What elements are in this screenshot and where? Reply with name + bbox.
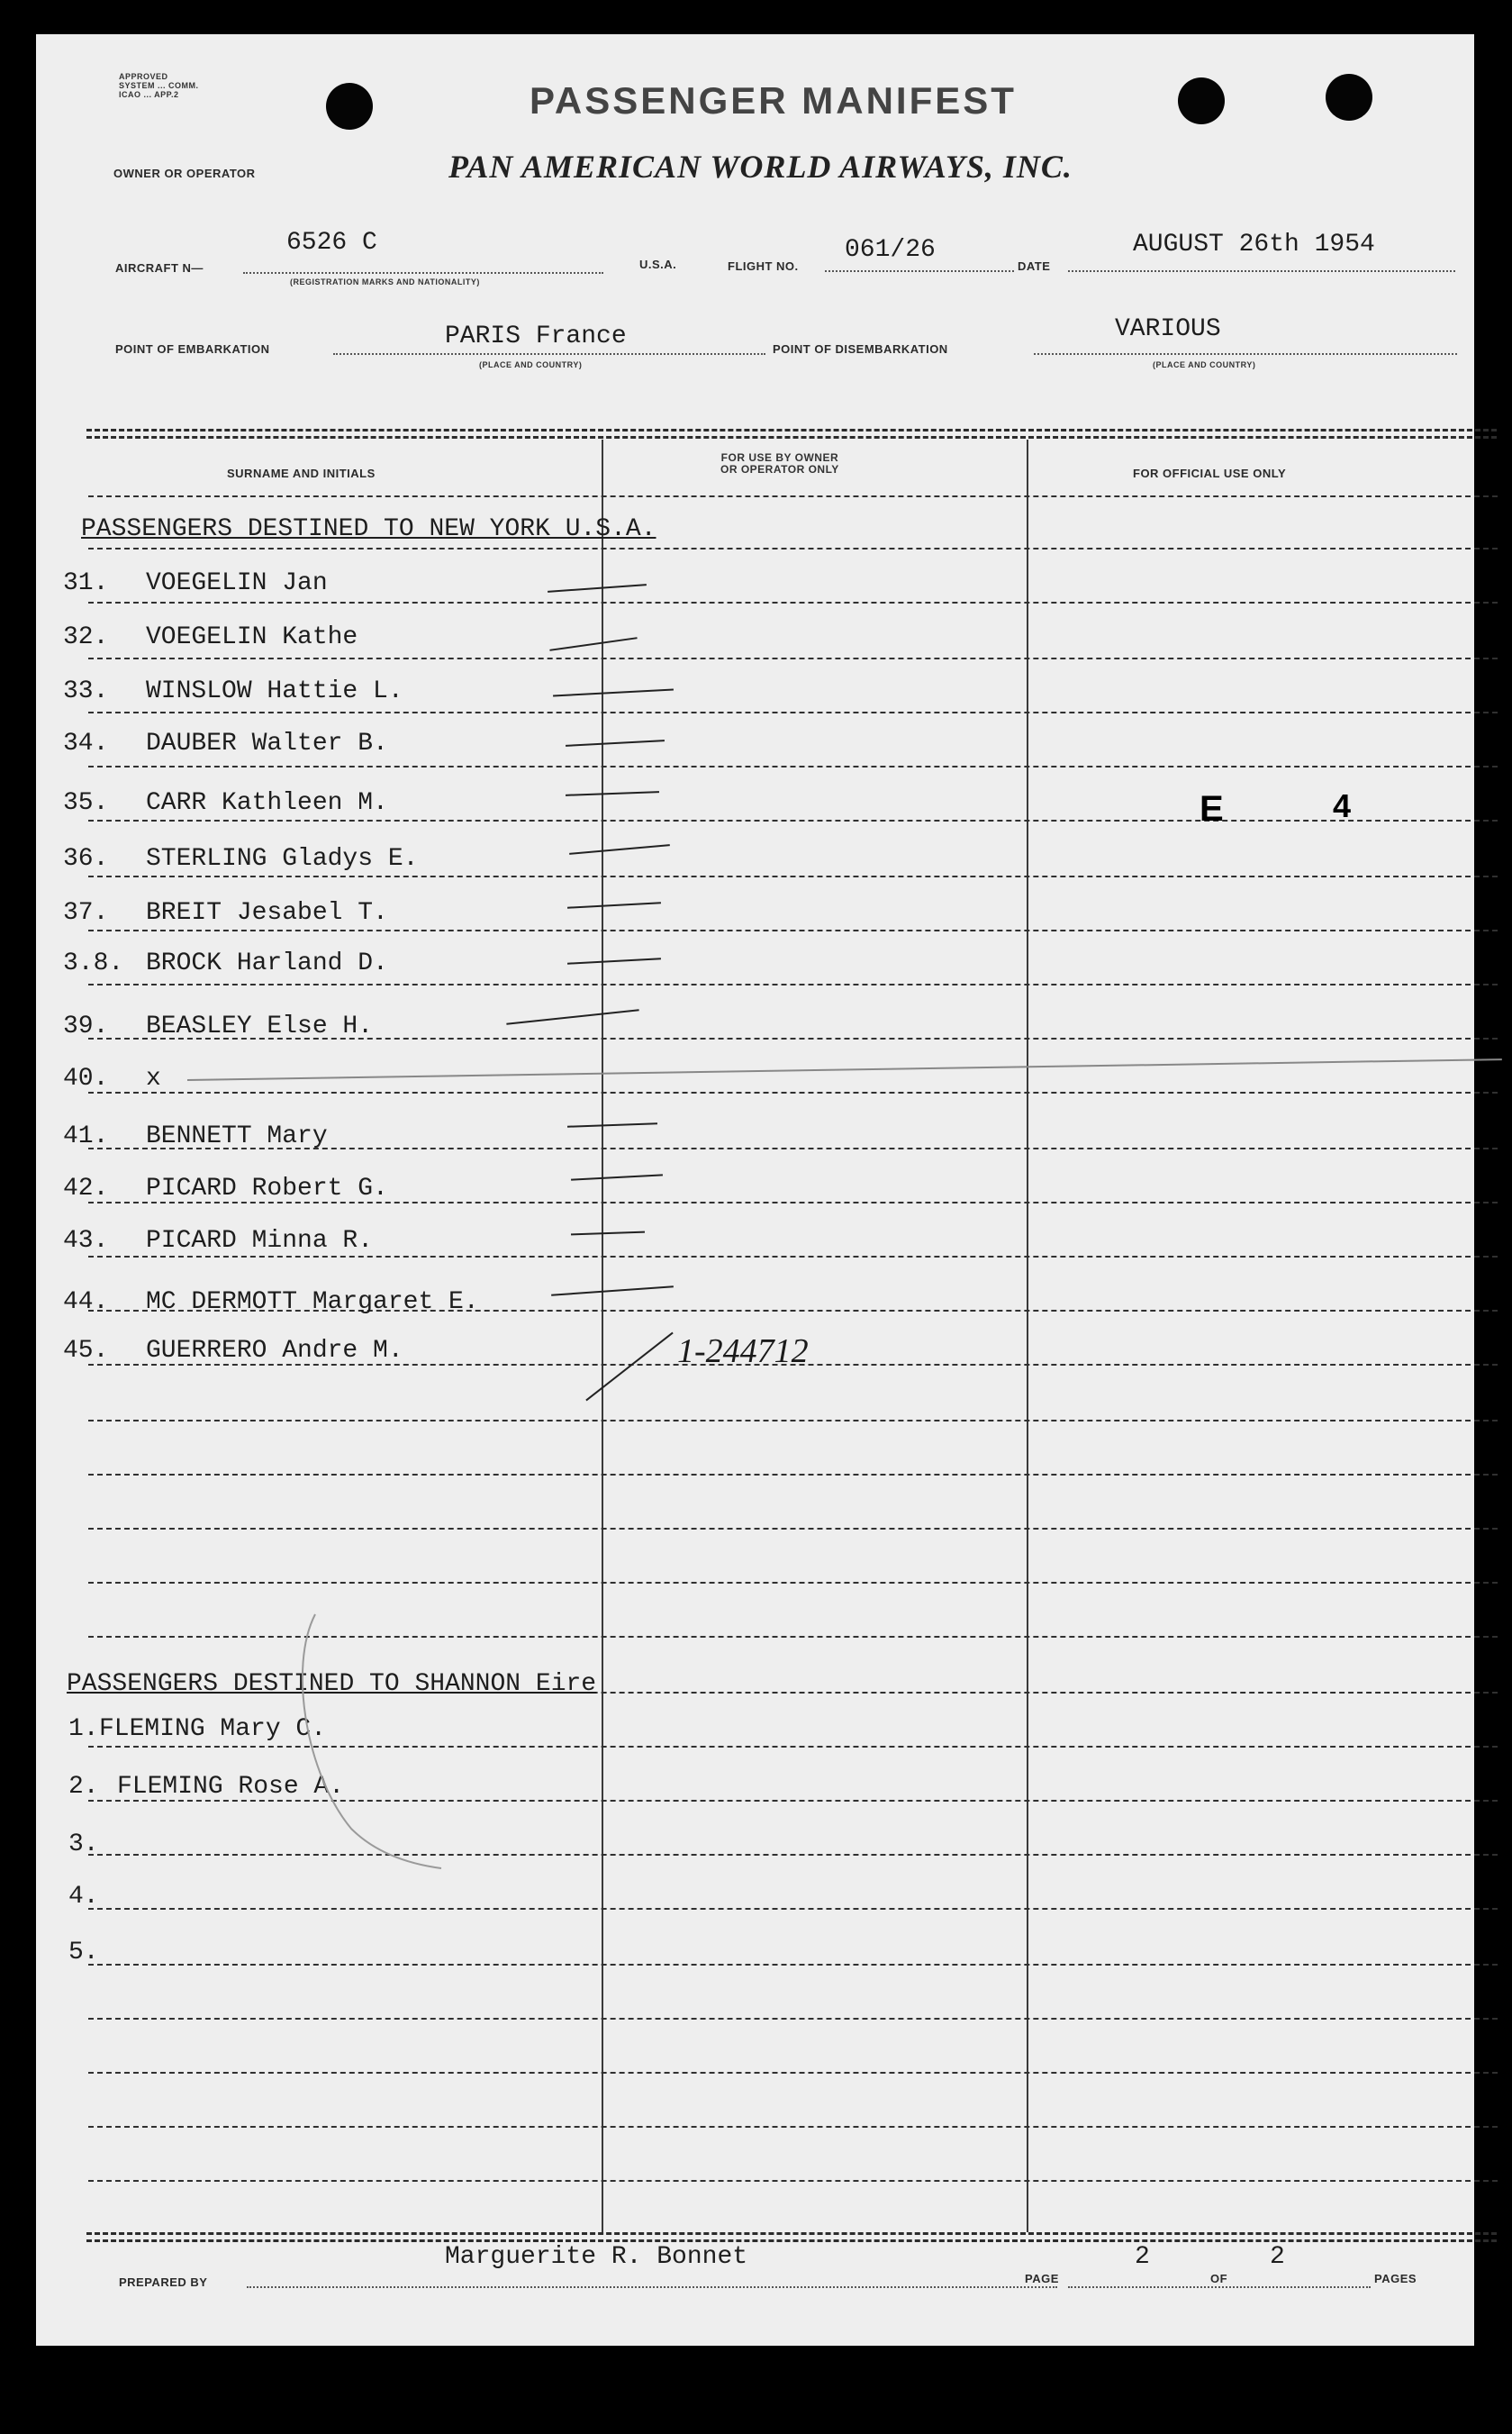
passenger-row bbox=[68, 1883, 99, 1911]
passenger-row bbox=[63, 730, 388, 758]
passenger-name: VOEGELIN Kathe bbox=[146, 623, 358, 651]
passenger-row bbox=[68, 1830, 99, 1858]
disembarkation-label: POINT OF DISEMBARKATION bbox=[773, 342, 948, 356]
passenger-number: 43. bbox=[63, 1227, 109, 1255]
check-tick bbox=[549, 637, 637, 651]
passenger-name: DAUBER Walter B. bbox=[146, 730, 388, 758]
owner-label: OWNER OR OPERATOR bbox=[113, 167, 256, 180]
approval-line-1: APPROVED bbox=[119, 72, 168, 81]
row-line bbox=[88, 876, 1498, 877]
check-tick bbox=[571, 1174, 663, 1180]
passenger-number: 35. bbox=[63, 789, 109, 817]
passenger-number: 40. bbox=[63, 1065, 109, 1093]
passenger-number: 33. bbox=[63, 677, 109, 705]
row-line bbox=[88, 495, 1498, 497]
row-line bbox=[88, 984, 1498, 985]
row-line bbox=[88, 2072, 1498, 2074]
check-tick bbox=[551, 1285, 674, 1295]
column-header-surname: SURNAME AND INITIALS bbox=[227, 467, 376, 480]
check-tick bbox=[566, 740, 665, 747]
check-tick bbox=[548, 584, 647, 593]
row-line bbox=[88, 602, 1498, 604]
flight-value: 061/26 bbox=[845, 236, 936, 264]
manifest-sheet bbox=[36, 34, 1474, 2346]
bottom-rule-2 bbox=[86, 2239, 1497, 2242]
passenger-name: CARR Kathleen M. bbox=[146, 789, 388, 817]
row-line bbox=[88, 712, 1498, 713]
disembarkation-underline bbox=[1034, 353, 1457, 355]
embarkation-label: POINT OF EMBARKATION bbox=[115, 342, 270, 356]
passenger-number: 41. bbox=[63, 1122, 109, 1150]
usa-label: U.S.A. bbox=[639, 258, 677, 271]
passenger-name: BREIT Jesabel T. bbox=[146, 899, 388, 927]
passenger-name: MC DERMOTT Margaret E. bbox=[146, 1288, 479, 1316]
disembarkation-value: VARIOUS bbox=[1115, 315, 1221, 343]
check-tick bbox=[567, 958, 661, 964]
strike-through-line bbox=[187, 1058, 1502, 1081]
pencil-mark bbox=[252, 1612, 450, 1883]
punch-hole-right bbox=[1326, 74, 1372, 121]
embarkation-underline bbox=[333, 353, 765, 355]
passenger-number: 31. bbox=[63, 569, 109, 597]
passenger-number: 44. bbox=[63, 1288, 109, 1316]
prepared-by-underline bbox=[247, 2286, 1057, 2288]
owner-use-line-2: OR OPERATOR ONLY bbox=[720, 463, 839, 476]
of-label: OF bbox=[1210, 2272, 1228, 2285]
passenger-row bbox=[63, 1065, 161, 1093]
row-line bbox=[88, 766, 1498, 767]
passenger-row bbox=[63, 569, 328, 597]
passenger-name: PICARD Minna R. bbox=[146, 1227, 374, 1255]
row-line bbox=[88, 1528, 1498, 1530]
passenger-name: PICARD Robert G. bbox=[146, 1175, 388, 1203]
top-rule-2 bbox=[86, 436, 1497, 439]
row-line bbox=[88, 2126, 1498, 2128]
passenger-number: 39. bbox=[63, 1013, 109, 1040]
row-line bbox=[88, 1964, 1498, 1966]
column-header-official: FOR OFFICIAL USE ONLY bbox=[1133, 467, 1287, 480]
embarkation-sublabel: (PLACE AND COUNTRY) bbox=[479, 360, 583, 369]
passenger-name: VOEGELIN Jan bbox=[146, 569, 328, 597]
passenger-name: BEASLEY Else H. bbox=[146, 1013, 374, 1040]
passenger-number: 42. bbox=[63, 1175, 109, 1203]
column-header-owner-use bbox=[720, 452, 839, 476]
passenger-number: 36. bbox=[63, 845, 109, 873]
passenger-number: 3. bbox=[68, 1830, 99, 1858]
row-line bbox=[88, 1256, 1498, 1258]
date-value: AUGUST 26th 1954 bbox=[1133, 231, 1375, 259]
passenger-name: GUERRERO Andre M. bbox=[146, 1337, 403, 1365]
prepared-by-value: Marguerite R. Bonnet bbox=[445, 2243, 748, 2271]
embarkation-value: PARIS France bbox=[445, 322, 627, 350]
bottom-rule-1 bbox=[86, 2232, 1497, 2235]
row-line bbox=[88, 658, 1498, 659]
top-rule-1 bbox=[86, 429, 1497, 431]
passenger-number: 5. bbox=[68, 1939, 99, 1966]
row-line bbox=[88, 820, 1498, 822]
handwritten-ticket-number: 1-244712 bbox=[677, 1332, 809, 1370]
row-line bbox=[88, 1474, 1498, 1476]
approval-line-3: ICAO ... APP.2 bbox=[119, 90, 179, 99]
prepared-by-label: PREPARED BY bbox=[119, 2275, 208, 2289]
passenger-number: 2. bbox=[68, 1773, 99, 1801]
page-underline bbox=[1068, 2286, 1371, 2288]
passenger-name: BENNETT Mary bbox=[146, 1122, 328, 1150]
check-tick bbox=[566, 791, 659, 796]
passenger-row bbox=[63, 949, 388, 977]
passenger-row bbox=[63, 1337, 403, 1365]
total-pages: 2 bbox=[1270, 2243, 1285, 2271]
passenger-number: 1. bbox=[68, 1715, 99, 1743]
punch-hole-center bbox=[1178, 77, 1225, 124]
row-line bbox=[88, 2180, 1498, 2182]
passenger-name: FLEMING Mary C. bbox=[99, 1715, 327, 1743]
official-mark-4: 4 bbox=[1333, 787, 1352, 824]
section-heading-shannon: PASSENGERS DESTINED TO SHANNON Eire bbox=[67, 1670, 597, 1698]
row-line bbox=[88, 1582, 1498, 1584]
airline-name: PAN AMERICAN WORLD AIRWAYS, INC. bbox=[448, 149, 1073, 185]
owner-use-line-1: FOR USE BY OWNER bbox=[720, 451, 839, 464]
passenger-row bbox=[63, 1175, 388, 1203]
passenger-row bbox=[63, 1122, 328, 1150]
passenger-row bbox=[63, 623, 358, 651]
passenger-name: STERLING Gladys E. bbox=[146, 845, 419, 873]
passenger-name: FLEMING Rose A. bbox=[117, 1773, 345, 1801]
passenger-row bbox=[63, 789, 388, 817]
row-line bbox=[88, 548, 1498, 549]
passenger-name: x bbox=[146, 1065, 161, 1093]
passenger-number: 3.8. bbox=[63, 949, 124, 977]
page-number: 2 bbox=[1135, 2243, 1150, 2271]
row-line bbox=[88, 1092, 1498, 1094]
passenger-row bbox=[68, 1939, 99, 1966]
flight-underline bbox=[825, 270, 1014, 272]
row-line bbox=[88, 930, 1498, 931]
date-label: DATE bbox=[1018, 259, 1051, 273]
aircraft-label: AIRCRAFT N— bbox=[115, 261, 204, 275]
aircraft-sublabel: (REGISTRATION MARKS AND NATIONALITY) bbox=[290, 277, 480, 286]
passenger-row bbox=[63, 1227, 373, 1255]
page-title: PASSENGER MANIFEST bbox=[530, 79, 1017, 122]
page-label: PAGE bbox=[1025, 2272, 1059, 2285]
aircraft-underline bbox=[243, 272, 603, 274]
passenger-number: 4. bbox=[68, 1883, 99, 1911]
check-tick bbox=[506, 1009, 638, 1024]
official-mark-e: E bbox=[1200, 789, 1224, 829]
passenger-number: 37. bbox=[63, 899, 109, 927]
approval-note bbox=[119, 72, 199, 99]
section-heading-new-york: PASSENGERS DESTINED TO NEW YORK U.S.A. bbox=[81, 515, 656, 543]
passenger-number: 32. bbox=[63, 623, 109, 651]
passenger-row bbox=[63, 845, 418, 873]
passenger-row bbox=[63, 677, 403, 705]
check-tick bbox=[553, 688, 674, 696]
check-tick bbox=[585, 1332, 673, 1402]
flight-label: FLIGHT NO. bbox=[728, 259, 799, 273]
row-line bbox=[88, 2018, 1498, 2020]
row-line bbox=[88, 1908, 1498, 1910]
pages-label: PAGES bbox=[1374, 2272, 1417, 2285]
passenger-number: 34. bbox=[63, 730, 109, 758]
passenger-name: WINSLOW Hattie L. bbox=[146, 677, 403, 705]
check-tick bbox=[569, 844, 670, 855]
date-underline bbox=[1068, 270, 1455, 272]
disembarkation-sublabel: (PLACE AND COUNTRY) bbox=[1153, 360, 1256, 369]
passenger-row bbox=[63, 1013, 373, 1040]
row-line bbox=[88, 1420, 1498, 1421]
passenger-row bbox=[63, 899, 388, 927]
passenger-number: 45. bbox=[63, 1337, 109, 1365]
check-tick bbox=[567, 1122, 657, 1127]
passenger-row bbox=[63, 1288, 479, 1316]
punch-hole-left bbox=[326, 83, 373, 130]
approval-line-2: SYSTEM ... COMM. bbox=[119, 81, 199, 90]
aircraft-value: 6526 C bbox=[286, 229, 377, 257]
check-tick bbox=[571, 1231, 645, 1236]
passenger-name: BROCK Harland D. bbox=[146, 949, 388, 977]
check-tick bbox=[567, 902, 661, 908]
